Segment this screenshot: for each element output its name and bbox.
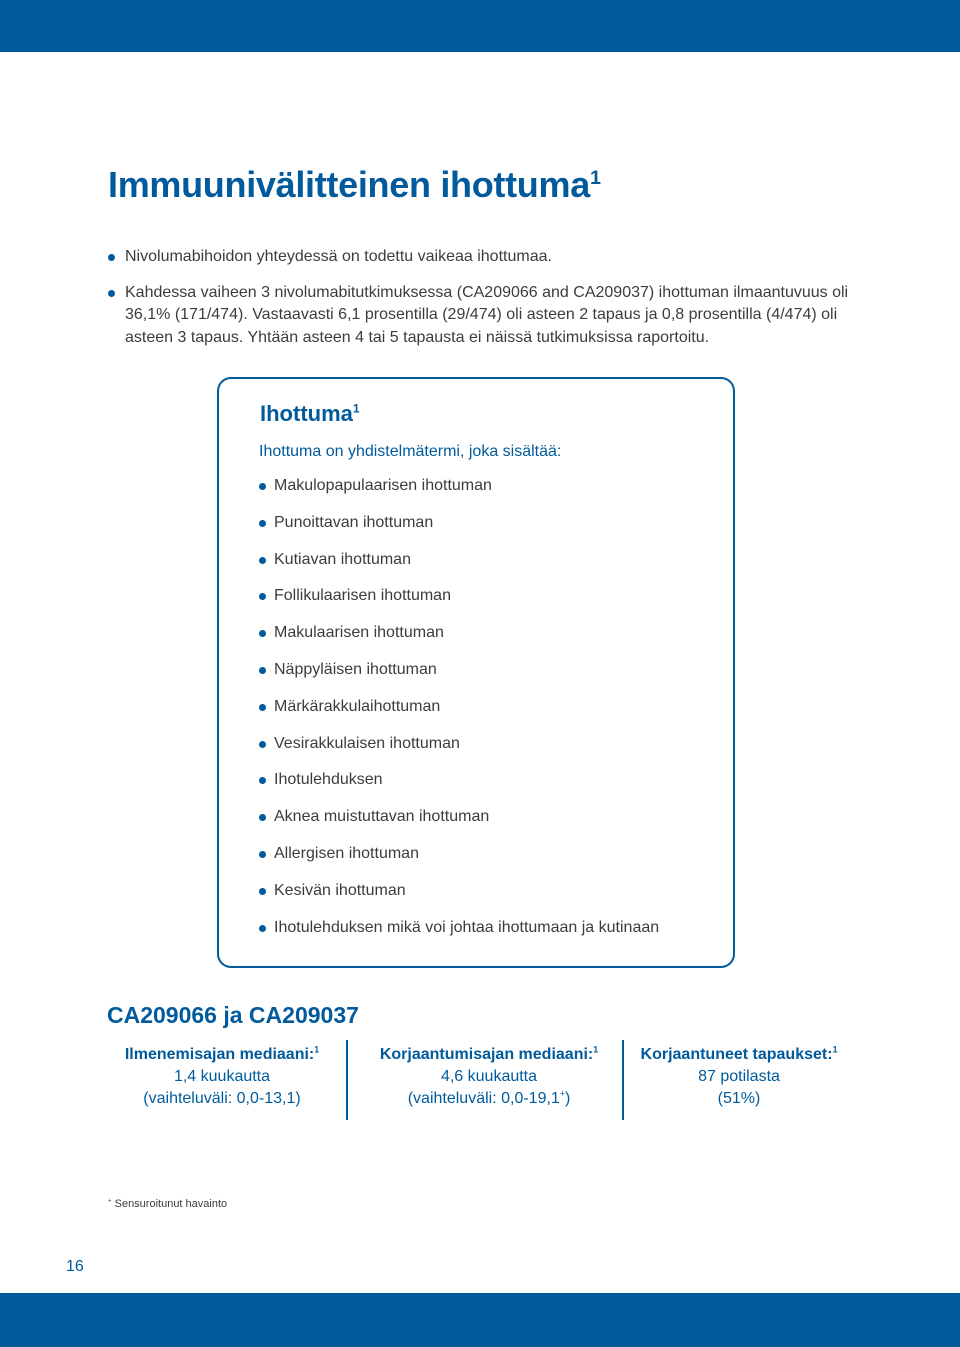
rash-term-item: Makulopapulaarisen ihottuman [259,475,659,512]
footnote-mark: + [108,1198,112,1205]
studies-title: CA209066 ja CA209037 [107,1002,359,1028]
bottom-footer-band [0,1293,960,1347]
stat-resolved-cases: Korjaantuneet tapaukset:$^1$ 87 potilasta (51%) [624,1040,854,1110]
stat-divider [346,1040,348,1120]
stat-value: 4,6 kuukautta [440,1068,538,1085]
rash-term-item: Näppyläisen ihottuman [259,659,659,696]
box-intro: Ihottuma on yhdistelmätermi, joka sisältää: [259,443,562,460]
rash-term-item: Märkärakkulaihottuman [259,696,659,733]
rash-term-list [259,475,659,953]
box-title-footnote-ref: 1 [352,401,360,416]
stat-onset-median: Ilmenemisajan mediaani:$^1$ 1,4 kuukautta (vaihteluväli: 0,0-13,1) [110,1040,334,1110]
stat-range: (51%) [717,1090,761,1107]
intro-bullet: Nivolumabihoidon yhteydessä on todettu vaikeaa ihottumaa. [108,246,868,269]
page-number: 16 [66,1258,84,1275]
stat-value: 87 potilasta [698,1068,780,1085]
rash-term-item: Punoittavan ihottuman [259,512,659,549]
stat-label: Korjaantumisajan mediaani: [379,1046,594,1063]
study-stats [110,1040,870,1120]
stat-resolution-median: Korjaantumisajan mediaani:$^1$ 4,6 kuukautta (vaihteluväli: 0,0-19,1+) [356,1040,622,1110]
stat-range: (vaihteluväli: 0,0-19,1+) [407,1088,571,1107]
rash-term-item: Kesivän ihottuman [259,880,659,917]
rash-term-item: Makulaarisen ihottuman [259,622,659,659]
rash-term-item: Kutiavan ihottuman [259,549,659,586]
rash-term-item: Ihotulehduksen mikä voi johtaa ihottumaan ja kutinaan [259,917,659,954]
footnote: + Sensuroitunut havainto [108,1198,228,1210]
rash-term-item: Ihotulehduksen [259,769,659,806]
top-header-band [0,0,960,52]
stat-range: (vaihteluväli: 0,0-13,1) [143,1090,301,1107]
stat-label: Korjaantuneet tapaukset: [640,1046,833,1063]
rash-term-item: Follikulaarisen ihottuman [259,585,659,622]
rash-term-item: Allergisen ihottuman [259,843,659,880]
rash-term-item: Vesirakkulaisen ihottuman [259,733,659,770]
intro-bullet-list [108,246,868,349]
box-title: Ihottuma$^1$ [260,401,360,426]
stat-label: Ilmenemisajan mediaani: [124,1046,315,1063]
rash-definition-box [217,377,735,968]
page-title: Immuunivälitteinen ihottuma$^1$ [108,164,601,205]
intro-bullet: Kahdessa vaiheen 3 nivolumabitutkimuksessa (CA209066 and CA209037) ihottuman ilmaantuvuus oli 36,1% (171/474). Vastaavasti 6,1 prosentilla (29/474) oli asteen 2 tapaus ja 0,8 prosentilla (4/474) oli asteen 3 tapaus. Yhtään asteen 4 tai 5 tapausta ei näissä tutkimuksissa raportoitu. [108,282,868,350]
title-footnote-ref: 1 [589,167,601,189]
stat-value: 1,4 kuukautta [173,1068,271,1085]
rash-term-item: Aknea muistuttavan ihottuman [259,806,659,843]
